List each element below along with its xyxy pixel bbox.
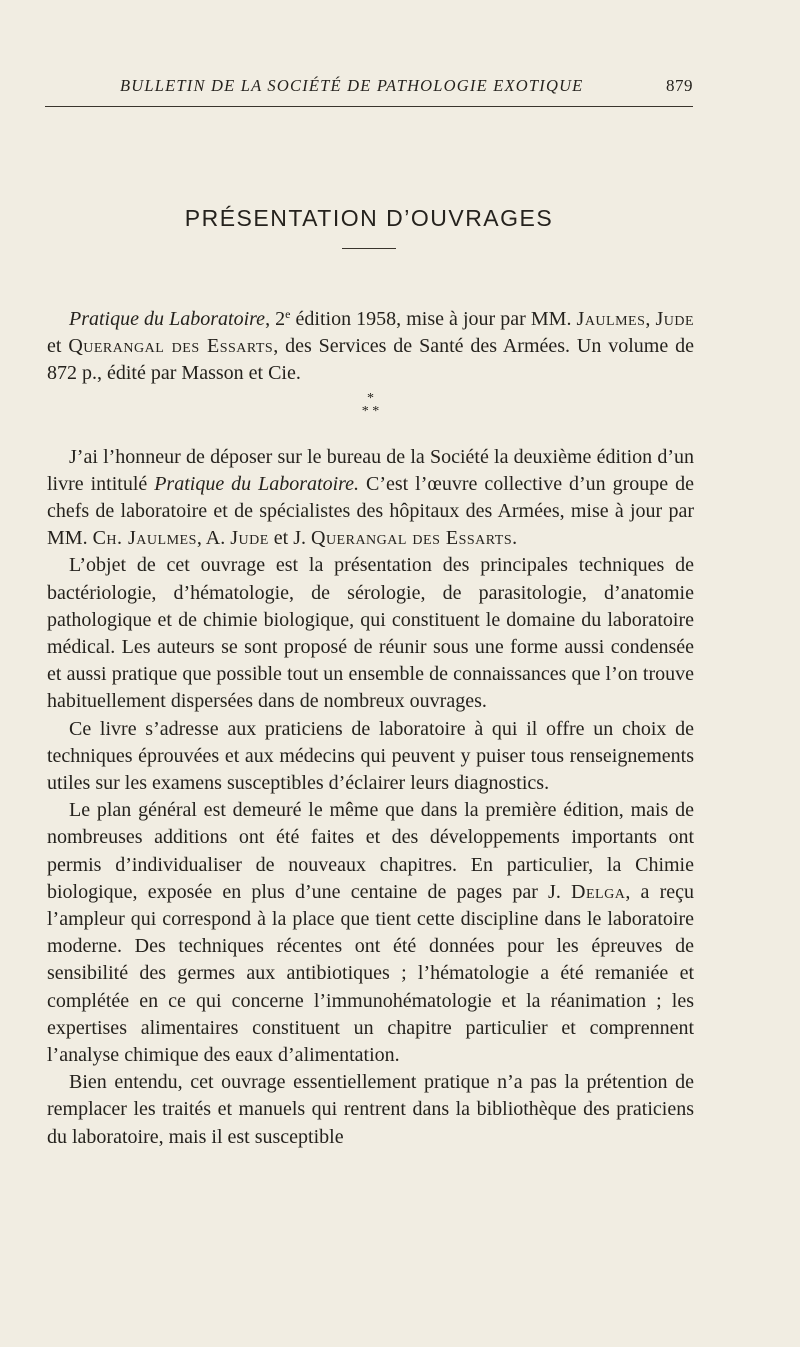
book-reference: Pratique du Laboratoire, 2e édition 1958, mise à jour par MM. Jaulmes, Jude et Querangal des Essarts, des Services de Santé des Armées. Un volume de 872 p., édité par Masson et Cie.	[47, 307, 695, 385]
paragraph-text: C’est l’œuvre collective d’un groupe de chefs de laboratoire et de spécialistes des hôpitaux des Armées, mise à jour par MM.	[47, 472, 694, 550]
asterism-bottom: * *	[361, 403, 380, 419]
journal-title: BULLETIN DE LA SOCIÉTÉ DE PATHOLOGIE EXOTIQUE	[120, 76, 584, 95]
reference-edition-number: 2	[275, 308, 286, 330]
reference-publisher-text: , des Services de Santé des Armées. Un volume de 872 p., édité par Masson et Cie.	[47, 335, 695, 385]
reference-edition-superscript: e	[285, 307, 291, 321]
running-head	[45, 76, 693, 96]
paragraph-text: et J.	[268, 527, 311, 550]
author-name: Jude	[230, 527, 269, 550]
reference-author-jaulmes: Jaulmes	[576, 308, 646, 330]
author-name: Ch. Jaulmes	[92, 527, 197, 550]
author-name: Querangal des Essarts	[311, 527, 513, 550]
reference-separator: et	[47, 335, 69, 358]
page-number: 879	[666, 76, 693, 95]
paragraph-text: J’ai l’honneur de déposer sur le bureau de la Société la deuxième édition d’un livre intitulé	[47, 445, 694, 495]
reference-book-title: Pratique du Laboratoire	[69, 308, 266, 330]
reference-author-querangal: Querangal des Essarts	[68, 335, 274, 358]
paragraph-3: Ce livre s’adresse aux praticiens de laboratoire à qui il offre un choix de techniques éprouvées et aux médecins qui peuvent y puiser tous renseignements utiles sur les examens susceptibles d’éclairer leurs diagnostics.	[47, 717, 694, 795]
asterism-divider	[47, 388, 694, 444]
paragraph-4	[47, 797, 694, 1069]
body-text	[47, 306, 694, 1151]
paragraph-text: .	[512, 527, 518, 550]
reference-text: édition 1958, mise à jour par MM.	[290, 308, 577, 330]
paragraph-text: Le plan général est demeuré le même que dans la première édition, mais de nombreuses additions ont été faites et des développements importants ont permis d’individualiser de nouveaux chapitres. En particulier, la Chimie biologique, exposée en plus d’une centaine de pages par J.	[47, 799, 694, 903]
paragraph-5: Bien entendu, cet ouvrage essentiellement pratique n’a pas la prétention de remplacer les traités et manuels qui rentrent dans la bibliothèque des praticiens du laboratoire, mais il est susceptible	[47, 1071, 694, 1148]
section-title: PRÉSENTATION D’OUVRAGES	[184, 205, 554, 232]
reference-separator: ,	[645, 308, 656, 330]
paragraph-text: , A.	[196, 527, 231, 550]
paragraph-2: L’objet de cet ouvrage est la présentation des principales techniques de bactériologie, d’hématologie, de sérologie, de parasitologie, d’anatomie pathologique et de chimie biologique, qui constituent le domaine du laboratoire médical. Les auteurs se sont proposé de réunir sous une forme aussi condensée et aussi pratique que possible tout un ensemble de connaissances que l’on trouve habituellement dispersées dans de nombreux ouvrages.	[47, 554, 694, 713]
book-title: Pratique du Laboratoire.	[154, 472, 360, 495]
header-rule	[45, 106, 693, 107]
paragraph-text: , a reçu l’ampleur qui correspond à la place que tient cette discipline dans le laboratoire moderne. Des techniques récentes ont été données pour les épreuves de sensibilité des germes aux antibiotiques ; l’hématologie a été remaniée et complétée en ce qui concerne l’immunohématologie et la réanimation ; les expertises alimentaires constituent un chapitre particulier et comprennent l’analyse chimique des eaux d’alimentation.	[47, 880, 694, 1067]
paragraph-1	[47, 444, 694, 553]
reference-author-jude: Jude	[655, 308, 695, 330]
title-rule	[342, 248, 396, 249]
asterism-top: *	[367, 390, 374, 406]
author-name: Delga	[571, 880, 626, 903]
